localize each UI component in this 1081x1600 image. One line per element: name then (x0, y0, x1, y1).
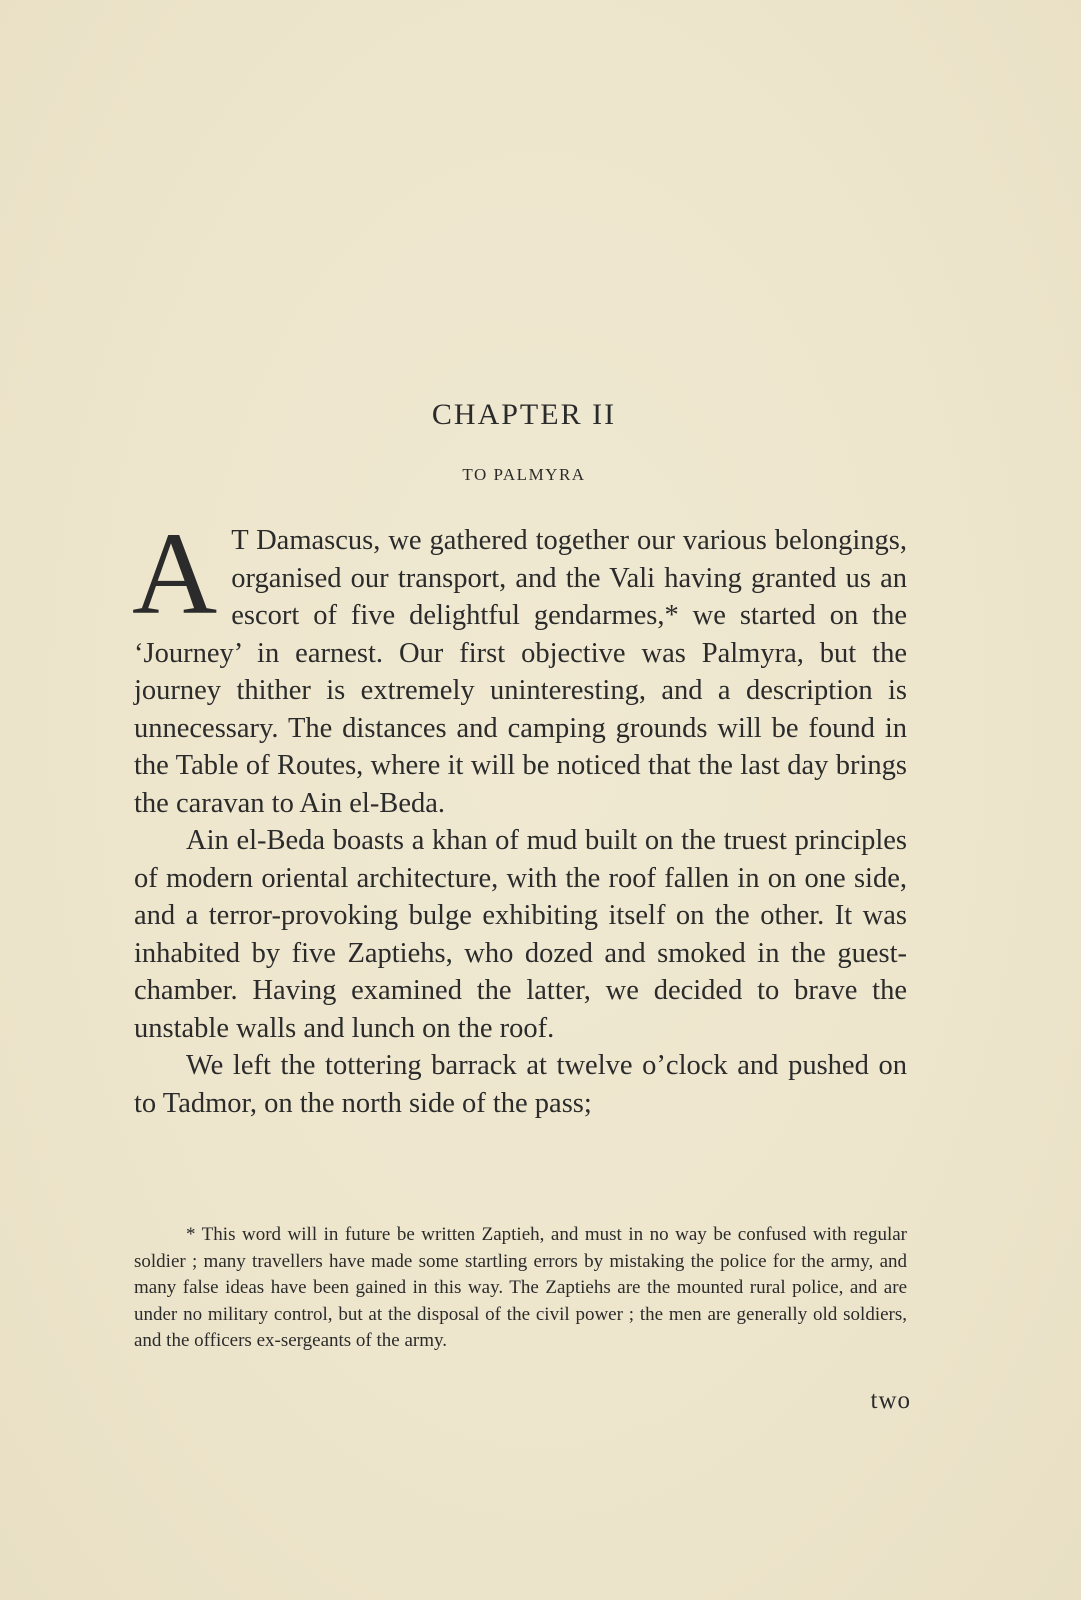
drop-cap: A (132, 508, 218, 639)
body-text (132, 508, 907, 1122)
chapter-title: CHAPTER II (431, 398, 617, 431)
paragraph-3: We left the tottering barrack at twelve o’clock and pushed on to Tadmor, on the north side of the pass; (134, 1050, 907, 1119)
paragraph-2: Ain el-Beda boasts a khan of mud built on the truest principles of modern oriental architecture, with the roof fallen in on one side, and a terror-provoking bulge exhibiting itself on the other. It was inhabited by five Zaptiehs, who dozed and smoked in the guest-chamber. Having examined the latter, we decided to brave the unstable walls and lunch on the roof. (134, 825, 907, 1044)
signature-mark: two (870, 1387, 911, 1414)
chapter-subtitle: TO PALMYRA (462, 465, 586, 484)
footnote (134, 1222, 907, 1355)
paragraph-1 (132, 508, 907, 822)
footnote-text: * This word will in future be written Zaptieh, and must in no way be confused with regular soldier ; many travellers have made some startling errors by mistaking the police for the army, and many false ideas have been gained in this way. The Zaptiehs are the mounted rural police, and are under no military control, but at the disposal of the civil power ; the men are generally old soldiers, and the officers ex-sergeants of the army. (134, 1224, 907, 1351)
paragraph-1-text: T Damascus, we gathered together our various belongings, organised our transport, and the Vali having granted us an escort of five delightful gendarmes,* we started on the ‘Journey’ in earnest. Our first objective was Palmyra, but the journey thither is extremely uninteresting, and a description is unnecessary. The distances and camping grounds will be found in the Table of Routes, where it will be noticed that the last day brings the caravan to Ain el-Beda. (134, 525, 907, 819)
